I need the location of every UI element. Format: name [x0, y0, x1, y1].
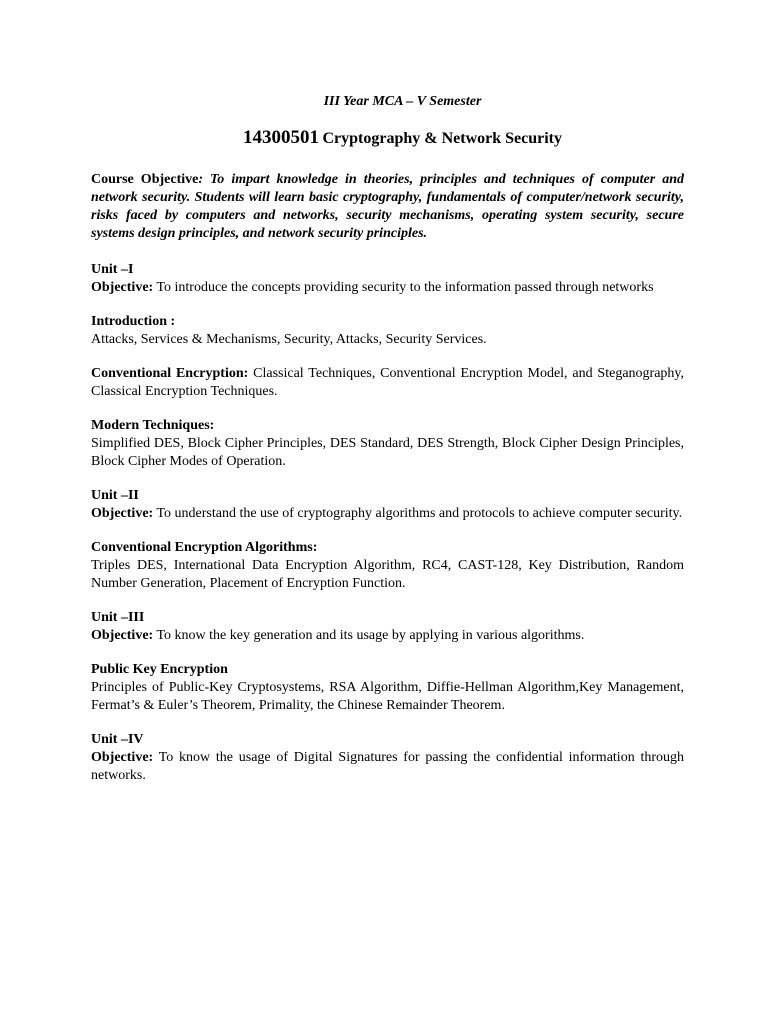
course-title [121, 126, 684, 150]
conventional-encryption-label: Conventional Encryption: [91, 366, 249, 381]
unit-1-modern-techniques [91, 417, 684, 471]
course-code: 14300501 [242, 127, 319, 148]
conventional-algorithms-heading: Conventional Encryption Algorithms: [91, 540, 318, 555]
unit-2 [91, 487, 684, 523]
unit-3-objective-label: Objective: [91, 628, 154, 643]
unit-2-algorithms [91, 539, 684, 593]
unit-4-objective [91, 749, 684, 785]
modern-techniques-heading: Modern Techniques: [91, 418, 215, 433]
unit-1-title: Unit –I [91, 262, 134, 277]
unit-1-conventional-encryption [91, 365, 684, 401]
unit-1-introduction [91, 313, 684, 349]
unit-2-objective-text: To understand the use of cryptography algorithms and protocols to achieve computer security. [153, 506, 683, 521]
introduction-text: Attacks, Services & Mechanisms, Security, Attacks, Security Services. [91, 332, 487, 347]
year-semester-line: III Year MCA – V Semester [323, 94, 482, 109]
unit-4-objective-text: To know the usage of Digital Signatures for passing the confidential information through networks. [91, 750, 684, 783]
course-objective-label: Course Objective [91, 172, 199, 187]
modern-techniques-text: Simplified DES, Block Cipher Principles, DES Standard, DES Strength, Block Cipher Design Principles, Block Cipher Modes of Operation. [91, 436, 684, 469]
course-objective-text: : To impart knowledge in theories, principles and techniques of computer and network security. Students will learn basic cryptography, fundamentals of computer/network security, risks faced by computers and networks, security mechanisms, operating system security, secure systems design principles, and network security principles. [91, 172, 684, 241]
unit-1 [91, 261, 684, 297]
unit-2-objective [91, 505, 684, 523]
conventional-encryption-text: Classical Techniques, Conventional Encryption Model, and Steganography, Classical Encryption Techniques. [91, 366, 685, 399]
course-objective [91, 171, 684, 243]
unit-2-objective-label: Objective: [91, 506, 154, 521]
unit-4-title: Unit –IV [91, 732, 144, 747]
unit-4-objective-label: Objective: [91, 750, 154, 765]
unit-1-objective-label: Objective: [91, 280, 154, 295]
unit-3 [91, 609, 684, 645]
public-key-encryption-text: Principles of Public-Key Cryptosystems, RSA Algorithm, Diffie-Hellman Algorithm,Key Management, Fermat’s & Euler’s Theorem, Primality, the Chinese Remainder Theorem. [91, 680, 684, 713]
conventional-encryption-paragraph [91, 365, 684, 401]
introduction-heading: Introduction : [91, 314, 176, 329]
unit-4 [91, 731, 684, 785]
unit-3-public-key-encryption [91, 661, 684, 715]
unit-3-objective [91, 627, 684, 645]
course-name: Cryptography & Network Security [322, 130, 563, 147]
conventional-algorithms-text: Triples DES, International Data Encryption Algorithm, RC4, CAST-128, Key Distribution, Random Number Generation, Placement of Encryption Function. [91, 558, 684, 591]
unit-3-title: Unit –III [91, 610, 145, 625]
unit-1-objective [91, 279, 684, 297]
unit-3-objective-text: To know the key generation and its usage by applying in various algorithms. [153, 628, 585, 643]
unit-2-title: Unit –II [91, 488, 139, 503]
public-key-encryption-heading: Public Key Encryption [91, 662, 228, 677]
unit-1-objective-text: To introduce the concepts providing security to the information passed through networks [153, 280, 654, 295]
